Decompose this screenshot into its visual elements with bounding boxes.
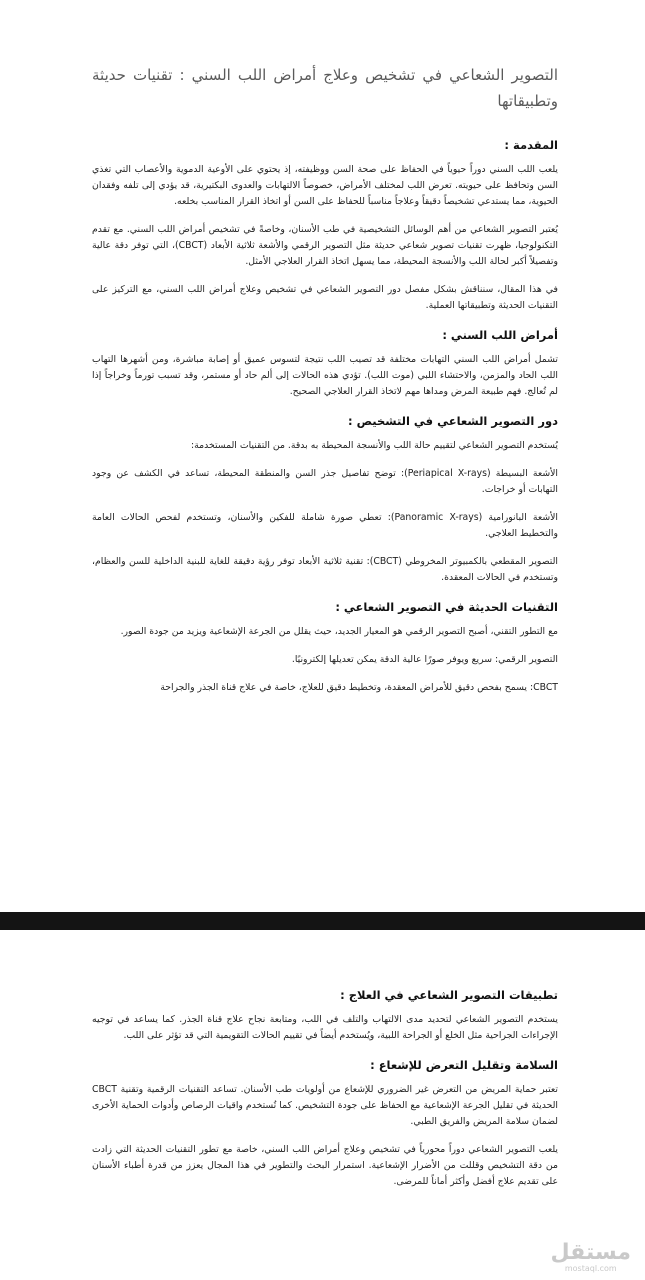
paragraph: CBCT: يسمح بفحص دقيق للأمراض المعقدة، وتخطيط دقيق للعلاج، خاصة في علاج قناة الجذر والجراحة — [160, 682, 558, 693]
paragraph: التصوير الرقمي: سريع ويوفر صورًا عالية الدقة يمكن تعديلها إلكترونيًا. — [291, 654, 558, 665]
paragraph: يلعب اللب السني دوراً حيوياً في الحفاظ على صحة السن ووظيفته، إذ يحتوي على الأوعية الدموية والأعصاب التي تغذي السن وتحافظ على حيويته. تعرض اللب لمختلف الأمراض، خصوصاً الالتهابات والعدوى البكتيرية، قد يؤدي إلى تلفه وفقدان الحيوية، مما يستدعي تشخيصاً دقيقاً وعلاجاً مناسباً للحفاظ على السن أو اتخاذ القرار المناسب بخلعه. — [92, 164, 558, 207]
paragraph: الأشعة البسيطة (Periapical X-rays): توضح تفاصيل جذر السن والمنطقة المحيطة، تساعد في الكشف عن وجود التهابات أو خراجات. — [92, 468, 558, 495]
watermark-latin: mostaql.com — [564, 1264, 617, 1273]
section-heading-modern-techniques: التقنيات الحديثة في التصوير الشعاعي : — [335, 600, 558, 614]
section-heading-treatment-applications: تطبيقات التصوير الشعاعي في العلاج : — [340, 988, 558, 1002]
paragraph: مع التطور التقني، أصبح التصوير الرقمي هو المعيار الجديد، حيث يقلل من الجرعة الإشعاعية ويزيد من جودة الصور. — [120, 626, 558, 637]
section-heading-radiation-safety: السلامة وتقليل التعرض للإشعاع : — [370, 1058, 558, 1072]
paragraph: يستخدم التصوير الشعاعي لتحديد مدى الالتهاب والتلف في اللب، ومتابعة نجاح علاج قناة الجذر. كما يساعد في توجيه الإجراءات الجراحية مثل الخلع أو الجراحة اللبية، ويُستخدم أيضاً في تقييم الحالات التقويمية التي قد تؤثر على اللب. — [92, 1014, 558, 1041]
paragraph: تشمل أمراض اللب السني التهابات مختلفة قد تصيب اللب نتيجة لتسوس عميق أو إصابة مباشرة، ومن أشهرها التهاب اللب الحاد والمزمن، والاحتشاء اللبي (موت اللب). تؤدي هذه الحالات إلى ألم حاد أو مستمر، وقد تسبب تورماً وخراجاً إذا لم تُعالج. فهم طبيعة المرض ومداها مهم لاتخاذ القرار العلاجي الصحيح. — [92, 354, 558, 397]
section-heading-pulp-diseases: أمراض اللب السني : — [442, 328, 558, 342]
document-title: التصوير الشعاعي في تشخيص وعلاج أمراض اللب السني : تقنيات حديثة وتطبيقاتها — [92, 66, 558, 110]
page-2-content — [92, 986, 558, 1202]
paragraph: تعتبر حماية المريض من التعرض غير الضروري للإشعاع من أولويات طب الأسنان. تساعد التقنيات الرقمية وتقنية CBCT الحديثة في تقليل الجرعة الإشعاعية مع الحفاظ على جودة التشخيص. كما تُستخدم واقيات الرصاص وأدوات الحماية الأخرى لضمان سلامة المريض والفريق الطبي. — [92, 1084, 558, 1127]
paragraph: الأشعة البانورامية (Panoramic X-rays): تعطي صورة شاملة للفكين والأسنان، وتستخدم لفحص الحالات العامة والتخطيط العلاجي. — [92, 512, 558, 539]
watermark-arabic: مستقل — [550, 1240, 631, 1265]
document-page-2 — [0, 930, 645, 1280]
section-heading-diagnosis-role: دور التصوير الشعاعي في التشخيص : — [347, 414, 558, 428]
paragraph: في هذا المقال، سنناقش بشكل مفصل دور التصوير الشعاعي في تشخيص وعلاج أمراض اللب السني، مع التركيز على التقنيات الحديثة وتطبيقاتها العملية. — [92, 284, 558, 311]
paragraph: التصوير المقطعي بالكمبيوتر المخروطي (CBCT): تقنية ثلاثية الأبعاد توفر رؤية دقيقة للغاية للبنية الداخلية للسن والعظام، وتستخدم في الحالات المعقدة. — [92, 556, 558, 583]
paragraph: يلعب التصوير الشعاعي دوراً محورياً في تشخيص وعلاج أمراض اللب السني، خاصة مع تطور التقنيات الحديثة التي زادت من دقة التشخيص وقللت من الأضرار الإشعاعية. استمرار البحث والتطوير في هذا المجال يعزز من قدرة أطباء الأسنان على تقديم علاج أفضل وأكثر أماناً للمرضى. — [92, 1144, 558, 1187]
paragraph: يُعتبر التصوير الشعاعي من أهم الوسائل التشخيصية في طب الأسنان، وخاصةً في تشخيص أمراض اللب السني. مع تقدم التكنولوجيا، ظهرت تقنيات تصوير شعاعي حديثة مثل التصوير الرقمي والأشعة ثلاثية الأبعاد (CBCT)، التي توفر دقة عالية وتفصيلاً أكبر لحالة اللب والأنسجة المحيطة، مما يسهل اتخاذ القرار العلاجي الأمثل. — [92, 224, 558, 267]
watermark-logo — [551, 1242, 631, 1274]
paragraph: يُستخدم التصوير الشعاعي لتقييم حالة اللب والأنسجة المحيطة به بدقة. من التقنيات المستخدمة: — [191, 440, 558, 451]
page-1-content — [92, 62, 558, 708]
section-heading-introduction: المقدمة : — [504, 138, 558, 152]
page-separator — [0, 912, 645, 930]
